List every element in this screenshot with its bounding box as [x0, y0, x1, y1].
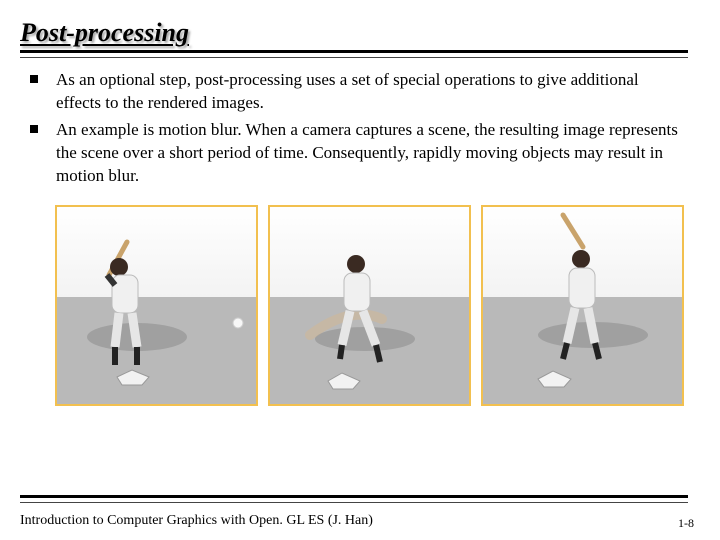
- batter-frame-3: [481, 205, 684, 406]
- batter-frame-1: [55, 205, 258, 406]
- title-rule-thick: [20, 50, 688, 53]
- title-rule-thin: [20, 57, 688, 58]
- bullet-text: An example is motion blur. When a camera captures a scene, the resulting image represents the scene over a short period of time. Consequently, rapidly moving objects may result in motion blur.: [56, 120, 678, 185]
- slide-title: Post-processing: [20, 18, 189, 47]
- square-bullet-icon: [30, 75, 38, 83]
- bullet-list: [30, 68, 680, 191]
- footer-rule-thin: [20, 502, 688, 503]
- bullet-text: As an optional step, post-processing uses a set of special operations to give additional effects to the rendered images.: [56, 70, 639, 112]
- bullet-item: [30, 118, 680, 187]
- footer-course: Introduction to Computer Graphics with Open. GL ES (J. Han): [20, 513, 373, 528]
- square-bullet-icon: [30, 125, 38, 133]
- footer-rule-thick: [20, 495, 688, 498]
- page-number: 1-8: [678, 516, 694, 530]
- batter-frame-2: [268, 205, 471, 406]
- bullet-item: [30, 68, 680, 114]
